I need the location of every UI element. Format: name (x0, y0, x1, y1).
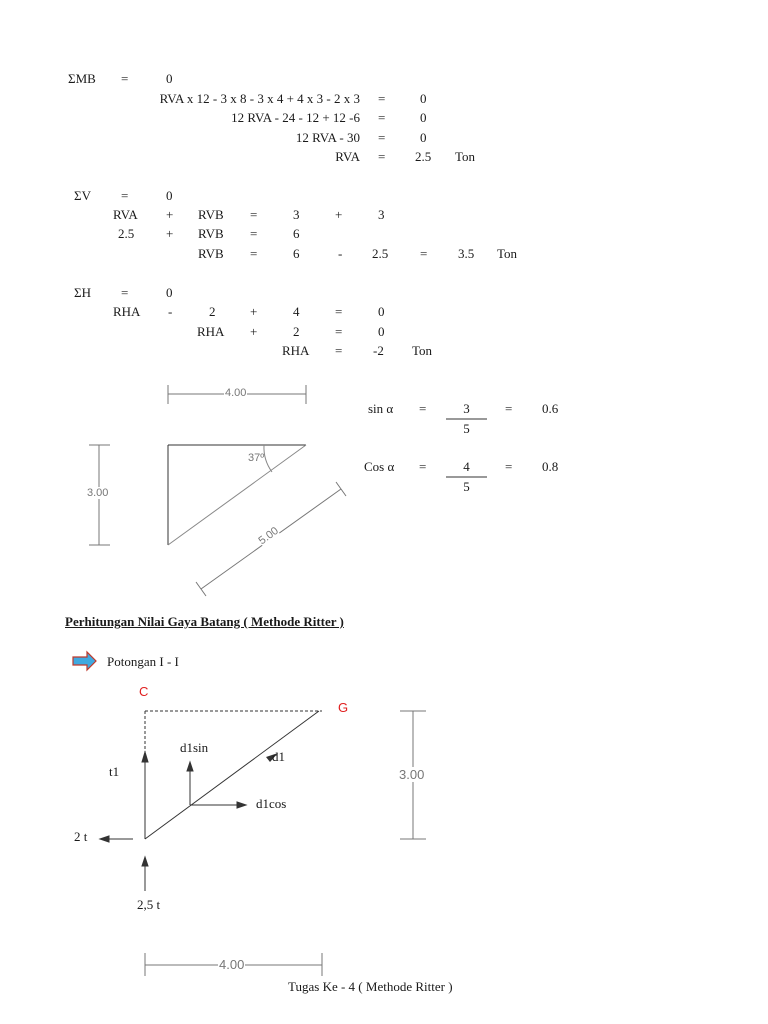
load-2t-label: 2 t (74, 829, 88, 844)
equals-sign: = (378, 130, 386, 145)
unit: Ton (497, 246, 518, 261)
value: 0 (420, 130, 427, 145)
cos-label: Cos α (364, 459, 395, 474)
value: 2 (293, 324, 300, 339)
rva-label: RVA (335, 149, 360, 164)
right-arrow-icon (73, 652, 96, 670)
equals-sign: = (335, 304, 343, 319)
rvb-label: RVB (198, 246, 224, 261)
value: 0 (166, 188, 173, 203)
value: 0 (378, 304, 385, 319)
term: RVB (198, 226, 224, 241)
value: 6 (293, 226, 300, 241)
equals-sign: = (250, 207, 258, 222)
force-d1-label: d1 (272, 749, 285, 764)
load-2-5t-label: 2,5 t (137, 897, 161, 912)
sin-value: 0.6 (542, 401, 559, 416)
operator: + (166, 207, 174, 222)
moment-equation: RVA x 12 - 3 x 8 - 3 x 4 + 4 x 3 - 2 x 3 (159, 91, 360, 106)
equals-sign: = (121, 188, 129, 203)
force-t1-label: t1 (109, 764, 120, 779)
unit: Ton (455, 149, 476, 164)
operator: + (250, 304, 258, 319)
value: 3 (378, 207, 385, 222)
equals-sign: = (335, 343, 343, 358)
sum-v-label: ΣV (74, 188, 91, 203)
value: 4 (293, 304, 300, 319)
node-g-label: G (338, 700, 349, 715)
sum-h-label: ΣH (74, 285, 91, 300)
moment-equation: 12 RVA - 30 (295, 130, 360, 145)
section-heading: Perhitungan Nilai Gaya Batang ( Methode Ritter ) (65, 614, 344, 629)
equals-sign: = (378, 110, 386, 125)
equals-sign: = (420, 246, 428, 261)
value: 3 (293, 207, 300, 222)
triangle-shape (168, 445, 306, 548)
rvb-value: 3.5 (458, 246, 475, 261)
rha-value: -2 (373, 343, 384, 358)
fbd-height-label: 3.00 (399, 767, 425, 782)
cut-label: Potongan I - I (107, 654, 179, 669)
term: RVB (198, 207, 224, 222)
unit: Ton (412, 343, 433, 358)
moment-equation: 12 RVA - 24 - 12 + 12 -6 (231, 110, 360, 125)
equals-sign: = (419, 459, 427, 474)
force-d1cos-label: d1cos (256, 796, 287, 811)
fraction-denominator: 5 (463, 479, 470, 494)
equals-sign: = (250, 246, 258, 261)
operator: + (166, 226, 174, 241)
value: 6 (293, 246, 300, 261)
equals-sign: = (121, 285, 129, 300)
value: 0 (166, 71, 173, 86)
equals-sign: = (419, 401, 427, 416)
equals-sign: = (378, 91, 386, 106)
equals-sign: = (335, 324, 343, 339)
equals-sign: = (250, 226, 258, 241)
operator: + (250, 324, 258, 339)
value: 0 (420, 91, 427, 106)
fraction-numerator: 3 (463, 401, 470, 416)
rva-value: 2.5 (415, 149, 432, 164)
value: 0 (166, 285, 173, 300)
sin-label: sin α (368, 401, 394, 416)
angle-label: 37º (248, 452, 265, 464)
operator: + (335, 207, 343, 222)
cos-value: 0.8 (542, 459, 559, 474)
term: 2.5 (118, 226, 135, 241)
equals-sign: = (505, 459, 513, 474)
equals-sign: = (121, 71, 129, 86)
value: 0 (378, 324, 385, 339)
term: RHA (113, 304, 141, 319)
node-c-label: C (139, 684, 149, 699)
fraction-numerator: 4 (463, 459, 470, 474)
equals-sign: = (505, 401, 513, 416)
equals-sign: = (378, 149, 386, 164)
rha-label: RHA (282, 343, 310, 358)
fraction-denominator: 5 (463, 421, 470, 436)
force-d1sin-label: d1sin (180, 740, 209, 755)
triangle-height-label: 3.00 (87, 487, 109, 499)
operator: - (168, 304, 173, 319)
triangle-width-label: 4.00 (225, 387, 247, 399)
sum-mb-label: ΣMB (68, 71, 96, 86)
value: 2 (209, 304, 216, 319)
term: RHA (197, 324, 225, 339)
value: 2.5 (372, 246, 389, 261)
value: 0 (420, 110, 427, 125)
hypotenuse-label: 5.00 (256, 524, 281, 548)
term: RVA (113, 207, 138, 222)
fbd-width-label: 4.00 (219, 957, 245, 972)
free-body-diagram (100, 711, 322, 891)
page-footer: Tugas Ke - 4 ( Methode Ritter ) (288, 979, 453, 994)
operator: - (338, 246, 343, 261)
